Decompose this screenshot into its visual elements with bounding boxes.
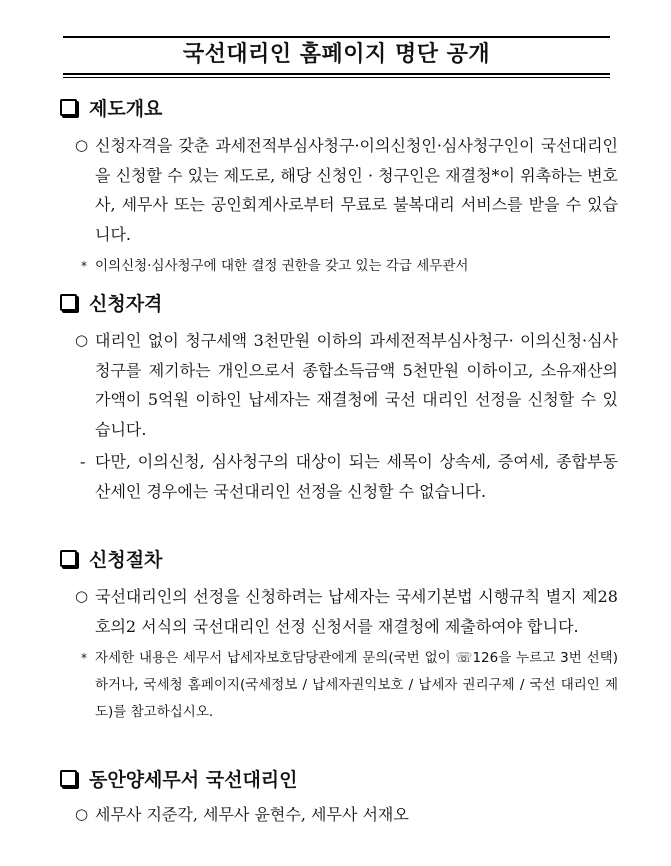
dash-item	[58, 447, 618, 506]
asterisk-bullet-icon: *	[81, 259, 87, 273]
section-heading	[58, 764, 618, 792]
checkbox-square-icon	[60, 550, 77, 567]
note-text: 자세한 내용은 세무서 납세자보호담당관에게 문의(국번 없이 ☏126을 누르고 3번 선택)하거나, 국세청 홈페이지(국세정보 / 납세자권익보호 / 납세자 권리구제 / 국선 대리인 제도)를 참고하십시오.	[95, 650, 618, 720]
checkbox-square-icon	[60, 99, 77, 116]
circle-item	[58, 800, 618, 830]
section-heading-text: 신청절차	[89, 548, 163, 571]
checkbox-square-icon	[60, 294, 77, 311]
circle-item	[58, 582, 618, 641]
section-overview	[58, 93, 618, 280]
note-item	[58, 253, 618, 280]
circle-item	[58, 326, 618, 444]
document-title-block	[63, 36, 610, 78]
item-text: 세무사 지준각, 세무사 윤현수, 세무사 서재오	[95, 805, 409, 824]
section-procedure	[58, 544, 618, 726]
circle-bullet-icon: ○	[75, 587, 89, 605]
checkbox-square-icon	[60, 770, 77, 787]
circle-bullet-icon: ○	[75, 136, 89, 154]
dash-bullet-icon: -	[80, 452, 86, 471]
item-text: 국선대리인의 선정을 신청하려는 납세자는 국세기본법 시행규칙 별지 제28호의2 서식의 국선대리인 선정 신청서를 재결청에 제출하여야 합니다.	[95, 587, 618, 636]
circle-bullet-icon: ○	[75, 805, 89, 823]
title-bottom-double-rule	[63, 73, 610, 78]
section-representatives	[58, 764, 618, 830]
section-heading	[58, 93, 618, 121]
asterisk-bullet-icon: *	[81, 651, 87, 665]
section-eligibility	[58, 288, 618, 506]
section-heading	[58, 544, 618, 572]
section-heading-text: 동안양세무서 국선대리인	[89, 768, 298, 791]
page-title: 국선대리인 홈페이지 명단 공개	[182, 42, 491, 67]
section-heading-text: 제도개요	[89, 97, 163, 120]
note-item	[58, 645, 618, 726]
circle-bullet-icon: ○	[75, 331, 89, 349]
item-text: 신청자격을 갖춘 과세전적부심사청구·이의신청인·심사청구인이 국선대리인을 신청할 수 있는 제도로, 해당 신청인 · 청구인은 재결청*이 위촉하는 변호사, 세무사 또는 공인회계사로부터 무료로 불복대리 서비스를 받을 수 있습니다.	[95, 136, 618, 244]
item-text: 다만, 이의신청, 심사청구의 대상이 되는 세목이 상속세, 증여세, 종합부동산세인 경우에는 국선대리인 선정을 신청할 수 없습니다.	[95, 452, 618, 501]
section-heading-text: 신청자격	[89, 292, 163, 315]
item-text: 대리인 없이 청구세액 3천만원 이하의 과세전적부심사청구· 이의신청·심사청구를 제기하는 개인으로서 종합소득금액 5천만원 이하이고, 소유재산의 가액이 5억원 이하인 납세자는 재결청에 국선 대리인 선정을 신청할 수 있습니다.	[95, 331, 618, 439]
circle-item	[58, 131, 618, 249]
section-heading	[58, 288, 618, 316]
note-text: 이의신청·심사청구에 대한 결정 권한을 갖고 있는 각급 세무관서	[95, 258, 469, 274]
